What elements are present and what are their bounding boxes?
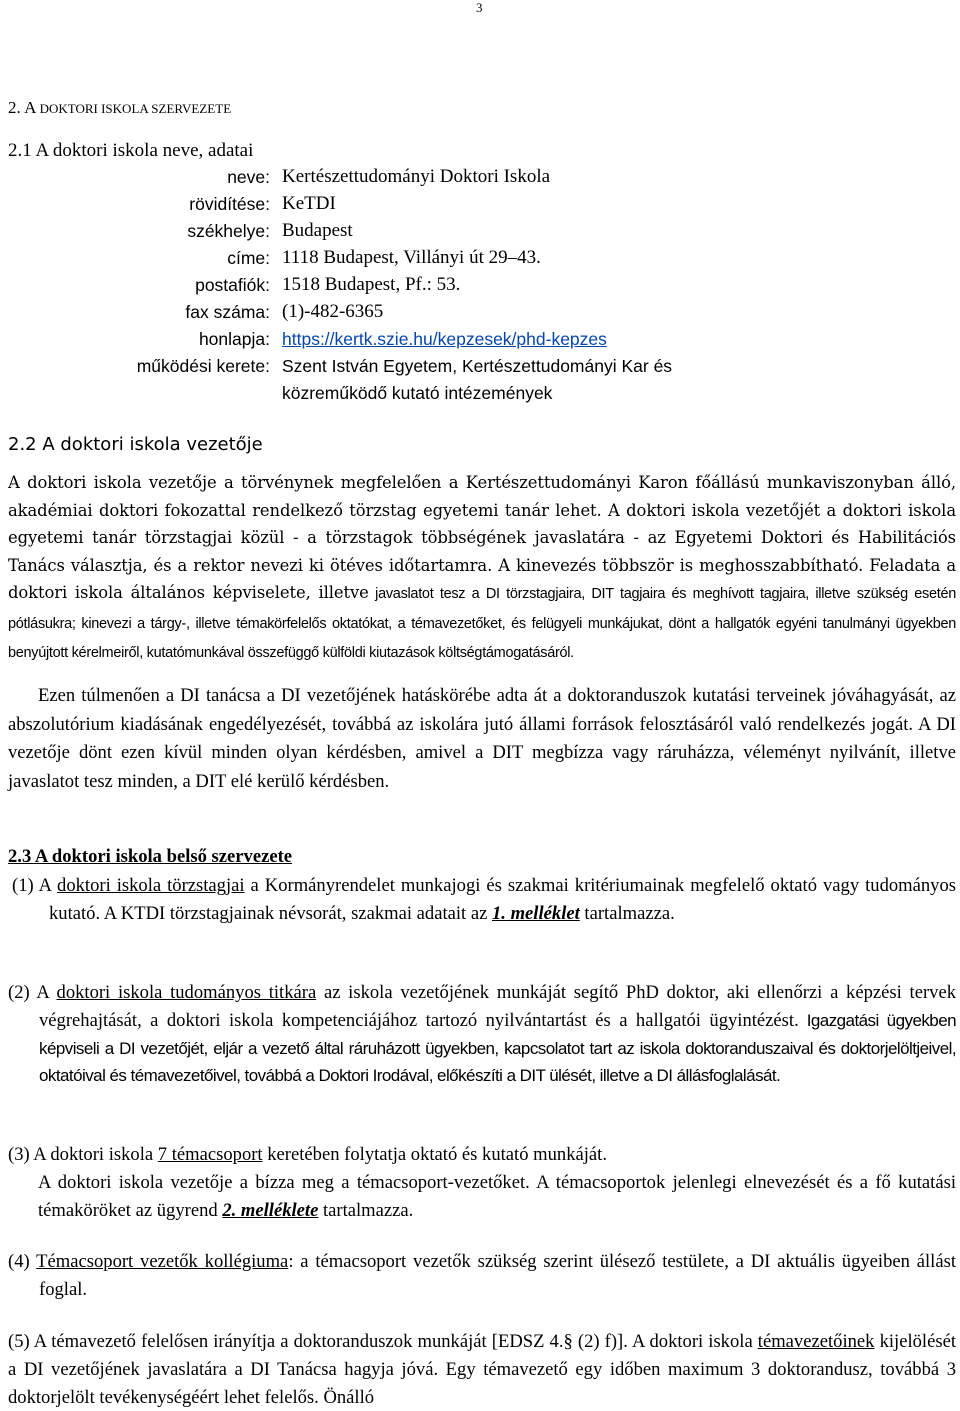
- item-5: (5) A témavezető felelősen irányítja a doktoranduszok munkáját [EDSZ 4.§ (2) f)]. A doktori iskola témavezetőinek kijelölését a DI vezetőjének javaslatára a DI Tanácsa hagyja jóvá. Egy témavezető egy időben maximum 3 doktorandusz, továbbá 3 doktorjelölt tevékenységéért lehet felelős. Önálló: [8, 1331, 956, 1408]
- section-2-2-paragraph-1: A doktori iskola vezetője a törvénynek megfelelően a Kertészettudományi Karon főállású munkaviszonyban álló, akadémiai doktori fokozattal rendelkező törzstag egyetemi tanár lehet. A doktori iskola vezetőjét a doktori iskola egyetemi tanár törzstagjai közül - a törzstagok többségének javaslatára - az Egyetemi Doktori és Habilitációs Tanács választja, és a rektor nevezi ki ötéves időtartamra. A kinevezés többször is meghosszabbítható. Feladata a doktori iskola általános képviselete, illetve javaslatot tesz a DI törzstagjaira, DIT tagjaira és meghívott tagjaira, illetve szükség esetén pótlásukra; kinevezi a tárgy-, illetve témakörfelelős oktatókat, a témavezetőket, és felügyeli munkájukat, dönt a hallgatók egyéni tanulmányi ügyekben benyújtott kérelmeiről, kutatómunkával összefüggő külföldi kiutazások költségtámogatásáról.: [8, 473, 956, 661]
- section-2-3-heading: 2.3 A doktori iskola belső szervezete: [8, 846, 293, 867]
- field-value-abbreviation: KeTDI: [282, 193, 336, 214]
- item-1: (1) A doktori iskola törzstagjai a Kormányrendelet munkajogi és szakmai kritériumainak megfelelő oktató vagy tudományos kutató. A KTDI törzstagjainak névsorát, szakmai adatait az 1. melléklet tartalmazza.: [12, 875, 957, 924]
- field-label-fax: fax száma:: [185, 302, 270, 322]
- field-label-name: neve:: [227, 167, 270, 187]
- page-number: 3: [476, 0, 483, 15]
- field-label-framework: működési kerete:: [136, 356, 270, 376]
- section-2-1-heading: 2.1 A doktori iskola neve, adatai: [8, 140, 254, 161]
- field-label-seat: székhelye:: [187, 221, 270, 241]
- field-value-framework: Szent István Egyetem, Kertészettudományi Kar és: [282, 356, 673, 376]
- section-2-2-heading: 2.2 A doktori iskola vezetője: [8, 434, 263, 455]
- item-3: (3) A doktori iskola 7 témacsoport keretében folytatja oktató és kutató munkáját. A doktori iskola vezetője a bízza meg a témacsoport-vezetőket. A témacsoportok jelenlegi elnevezését és a fő kutatási témaköröket az ügyrend 2. melléklete tartalmazza.: [8, 1144, 956, 1221]
- field-label-website: honlapja:: [198, 329, 270, 349]
- field-label-abbreviation: rövidítése:: [189, 194, 270, 214]
- field-value-address: 1118 Budapest, Villányi út 29–43.: [282, 247, 541, 268]
- field-value-seat: Budapest: [282, 220, 353, 241]
- field-label-po-box: postafiók:: [195, 275, 270, 295]
- field-value-name: Kertészettudományi Doktori Iskola: [282, 166, 551, 187]
- field-label-address: címe:: [227, 248, 270, 268]
- field-value-framework-line2: közreműködő kutató intézemények: [282, 383, 553, 403]
- item-4: (4) Témacsoport vezetők kollégiuma: a témacsoport vezetők szükség szerint ülésező testülete, a DI aktuális ügyeiben állást foglal.: [8, 1251, 956, 1300]
- item-2: (2) A doktori iskola tudományos titkára az iskola vezetőjének munkáját segítő PhD doktor, aki ellenőrzi a képzési tervek végrehajtását, a doktori iskola kompetenciájához tartozó nyilvántartást és a hallgatói ügyintézést. Igazgatási ügyekben képviseli a DI vezetőjét, eljár a vezető által ráruházott ügyekben, kapcsolatot tart az iskola doktoranduszaival és doktorjelöltjeivel, oktatóival és témavezetőivel, továbbá a Doktori Irodával, előkészíti a DIT ülését, illetve a DI állásfoglalását.: [8, 982, 957, 1086]
- field-value-fax: (1)-482-6365: [282, 301, 384, 322]
- section-2-heading: 2. A DOKTORI ISKOLA SZERVEZETE: [8, 98, 232, 117]
- website-link[interactable]: https://kertk.szie.hu/kepzesek/phd-kepzes: [282, 329, 607, 349]
- section-2-2-paragraph-2: Ezen túlmenően a DI tanácsa a DI vezetőjének hatáskörébe adta át a doktoranduszok kutatási terveinek jóváhagyását, az abszolutórium kiadásának engedélyezését, továbbá az iskolára jutó állami források felosztásáról való rendelkezés jogát. A DI vezetője dönt ezen kívül minden olyan kérdésben, amivel a DIT megbízza vagy ráruházza, véleményt nyilvánít, illetve javaslatot tesz minden, a DIT elé kerülő kérdésben.: [8, 685, 956, 792]
- field-value-po-box: 1518 Budapest, Pf.: 53.: [282, 274, 461, 295]
